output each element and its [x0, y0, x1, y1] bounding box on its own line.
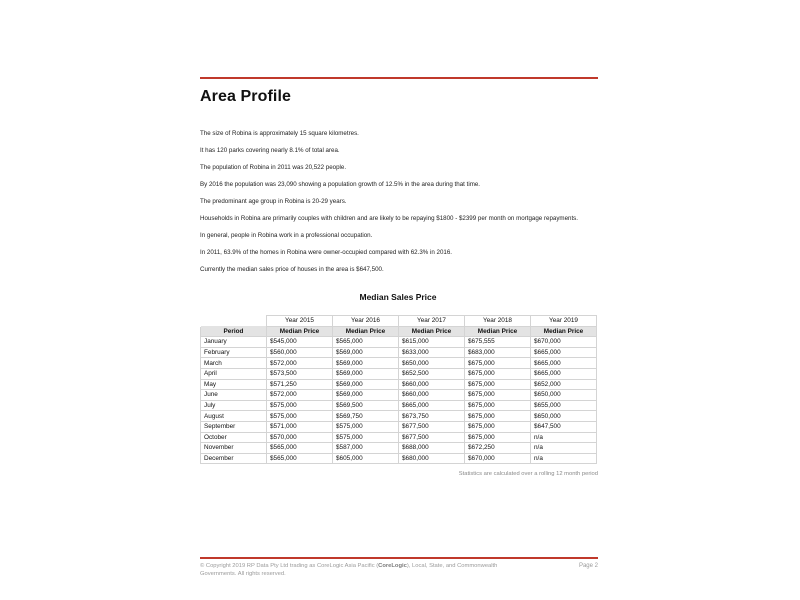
- price-cell: $633,000: [399, 347, 465, 358]
- paragraph-owner-occupied: In 2011, 63.9% of the homes in Robina were owner-occupied compared with 62.3% in 2016.: [200, 249, 453, 256]
- header-rule: [200, 77, 598, 79]
- area-description: [200, 130, 600, 283]
- price-cell: $572,000: [267, 390, 333, 401]
- price-cell: n/a: [531, 453, 597, 464]
- year-header: Year 2015: [267, 316, 333, 327]
- price-cell: $675,000: [465, 432, 531, 443]
- median-price-header: Median Price: [531, 326, 597, 337]
- price-cell: $571,000: [267, 421, 333, 432]
- price-cell: $665,000: [531, 358, 597, 369]
- paragraph-median-price: Currently the median sales price of houses in the area is $647,500.: [200, 266, 384, 273]
- price-cell: $675,000: [465, 358, 531, 369]
- price-cell: n/a: [531, 432, 597, 443]
- price-cell: $680,000: [399, 453, 465, 464]
- price-cell: $569,500: [333, 400, 399, 411]
- price-cell: $571,250: [267, 379, 333, 390]
- paragraph-occupation: In general, people in Robina work in a professional occupation.: [200, 232, 373, 239]
- period-cell: October: [201, 432, 267, 443]
- paragraph-parks: It has 120 parks covering nearly 8.1% of total area.: [200, 147, 340, 154]
- copyright-text-start: © Copyright 2019 RP Data Pty Ltd trading as CoreLogic Asia Pacific (: [200, 563, 379, 569]
- period-cell: February: [201, 347, 267, 358]
- price-cell: $647,500: [531, 421, 597, 432]
- page-title: Area Profile: [200, 88, 292, 105]
- period-header: Period: [201, 326, 267, 337]
- price-cell: $652,000: [531, 379, 597, 390]
- median-price-header: Median Price: [333, 326, 399, 337]
- period-cell: June: [201, 390, 267, 401]
- period-cell: December: [201, 453, 267, 464]
- price-cell: $615,000: [399, 337, 465, 348]
- price-cell: $660,000: [399, 379, 465, 390]
- period-cell: May: [201, 379, 267, 390]
- year-header: Year 2016: [333, 316, 399, 327]
- table-row: [201, 453, 597, 464]
- period-cell: August: [201, 411, 267, 422]
- footer-rule: [200, 557, 598, 559]
- price-cell: $565,000: [267, 453, 333, 464]
- paragraph-size: The size of Robina is approximately 15 square kilometres.: [200, 130, 359, 137]
- price-cell: $655,000: [531, 400, 597, 411]
- table-row: [201, 432, 597, 443]
- price-cell: $652,500: [399, 368, 465, 379]
- price-cell: $675,000: [465, 421, 531, 432]
- table-row: [201, 400, 597, 411]
- price-cell: $572,000: [267, 358, 333, 369]
- price-cell: $545,000: [267, 337, 333, 348]
- price-cell: $570,000: [267, 432, 333, 443]
- price-cell: $688,000: [399, 443, 465, 454]
- price-cell: $565,000: [333, 337, 399, 348]
- footer-copyright: [200, 563, 500, 578]
- price-cell: $650,000: [399, 358, 465, 369]
- table-row: [201, 443, 597, 454]
- price-cell: $569,000: [333, 368, 399, 379]
- price-cell: $575,000: [267, 400, 333, 411]
- period-cell: July: [201, 400, 267, 411]
- paragraph-households: Households in Robina are primarily couples with children and are likely to be repaying $1800 - $2399 per month on mortgage repayments.: [200, 215, 578, 222]
- median-price-header: Median Price: [267, 326, 333, 337]
- table-row: [201, 411, 597, 422]
- table-row: [201, 421, 597, 432]
- paragraph-age-group: The predominant age group in Robina is 20-29 years.: [200, 198, 347, 205]
- price-cell: $573,500: [267, 368, 333, 379]
- price-cell: $675,000: [465, 411, 531, 422]
- median-price-table: [200, 315, 597, 464]
- year-header: Year 2017: [399, 316, 465, 327]
- price-cell: $665,000: [531, 347, 597, 358]
- price-cell: $675,555: [465, 337, 531, 348]
- table-body: [201, 337, 597, 464]
- period-cell: January: [201, 337, 267, 348]
- median-price-header: Median Price: [399, 326, 465, 337]
- table-corner: [201, 316, 267, 327]
- price-cell: $575,000: [333, 421, 399, 432]
- period-cell: November: [201, 443, 267, 454]
- price-cell: $575,000: [333, 432, 399, 443]
- price-cell: $675,000: [465, 390, 531, 401]
- copyright-text-end: ), Local, State, and Commonwealth Governments. All rights reserved.: [200, 563, 498, 577]
- price-cell: $672,250: [465, 443, 531, 454]
- price-cell: $670,000: [465, 453, 531, 464]
- year-header: Year 2018: [465, 316, 531, 327]
- paragraph-population-2016: By 2016 the population was 23,090 showing a population growth of 12.5% in the area during that time.: [200, 181, 481, 188]
- table-row: [201, 358, 597, 369]
- period-cell: April: [201, 368, 267, 379]
- price-cell: $677,500: [399, 432, 465, 443]
- price-cell: $569,000: [333, 347, 399, 358]
- copyright-brand: CoreLogic: [378, 563, 407, 569]
- price-cell: $605,000: [333, 453, 399, 464]
- table-title: Median Sales Price: [359, 292, 437, 302]
- price-cell: $569,000: [333, 358, 399, 369]
- table-row: [201, 347, 597, 358]
- median-price-header: Median Price: [465, 326, 531, 337]
- price-cell: $575,000: [267, 411, 333, 422]
- price-cell: $675,000: [465, 368, 531, 379]
- table-row: [201, 368, 597, 379]
- price-cell: n/a: [531, 443, 597, 454]
- price-cell: $673,750: [399, 411, 465, 422]
- price-cell: $560,000: [267, 347, 333, 358]
- statistics-note: Statistics are calculated over a rolling 12 month period: [458, 471, 598, 477]
- table-row: [201, 379, 597, 390]
- price-cell: $650,000: [531, 390, 597, 401]
- period-cell: March: [201, 358, 267, 369]
- price-cell: $675,000: [465, 400, 531, 411]
- price-cell: $569,000: [333, 390, 399, 401]
- price-cell: $565,000: [267, 443, 333, 454]
- price-cell: $569,750: [333, 411, 399, 422]
- table-row: [201, 390, 597, 401]
- year-header: Year 2019: [531, 316, 597, 327]
- paragraph-population-2011: The population of Robina in 2011 was 20,522 people.: [200, 164, 347, 171]
- price-cell: $677,500: [399, 421, 465, 432]
- page-number: Page 2: [578, 563, 598, 569]
- price-cell: $660,000: [399, 390, 465, 401]
- price-cell: $665,000: [531, 368, 597, 379]
- price-cell: $650,000: [531, 411, 597, 422]
- price-cell: $683,000: [465, 347, 531, 358]
- period-cell: September: [201, 421, 267, 432]
- price-cell: $569,000: [333, 379, 399, 390]
- table-row: [201, 337, 597, 348]
- price-cell: $675,000: [465, 379, 531, 390]
- price-cell: $665,000: [399, 400, 465, 411]
- price-cell: $587,000: [333, 443, 399, 454]
- price-cell: $670,000: [531, 337, 597, 348]
